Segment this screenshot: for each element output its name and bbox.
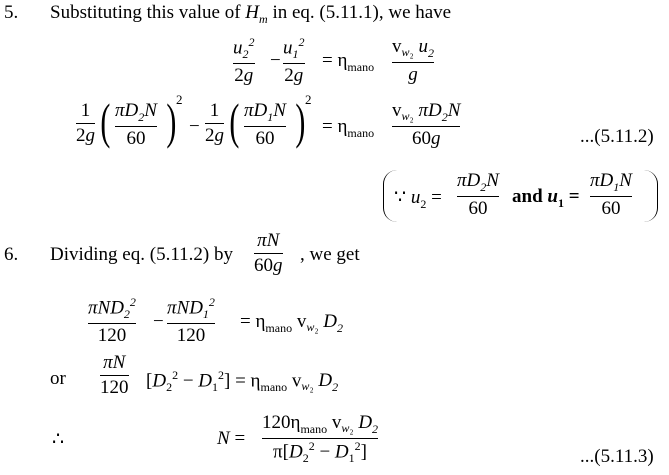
- eq2-label: ...(5.11.2): [580, 126, 654, 147]
- step6-text: Dividing eq. (5.11.2) by: [50, 244, 233, 265]
- frac-note-u1: $\pi D_1N$ 60: [590, 170, 632, 219]
- eq5-label: ...(5.11.3): [580, 446, 654, 467]
- frac-piND1sq-120: πND$_1^2$ 120: [167, 295, 215, 346]
- frac-u1sq-2g: $u_1^2$ 2g: [283, 35, 305, 86]
- frac-piND2sq-120: πND$_2^2$ 120: [88, 295, 136, 346]
- frac-piD2N-60: $\pi D_2N$ 60: [115, 100, 157, 149]
- frac-piD1N-60: $\pi D_1N$ 60: [244, 100, 286, 149]
- step5-number: 5.: [4, 2, 19, 23]
- frac-1-2g-b: 1 2g: [205, 100, 224, 146]
- frac-note-u2: $\pi D_2N$ 60: [457, 170, 499, 219]
- step6-number: 6.: [4, 244, 19, 265]
- frac-vw2piD2N-60g: $v_{w_2}$ $\pi D_2N$ 60g: [392, 100, 461, 149]
- frac-vw2u2-g: $v_{w_2}$ $u_2$ g: [392, 36, 434, 85]
- frac-N-result: $120\eta_{mano}$ $v_{w_2}$ $D_2$ $\pi[D_2^2 - D_1^2]$: [262, 412, 379, 465]
- frac-u2sq-2g: $u_2^2$ 2g: [233, 35, 255, 86]
- frac-1-2g-a: 1 2g: [76, 100, 95, 146]
- step5-text: Substituting this value of $H_m$ in eq. (5.11.1), we have: [50, 2, 452, 26]
- frac-piN-120: πN 120: [100, 352, 129, 398]
- frac-piN-60g: πN 60g: [254, 230, 283, 276]
